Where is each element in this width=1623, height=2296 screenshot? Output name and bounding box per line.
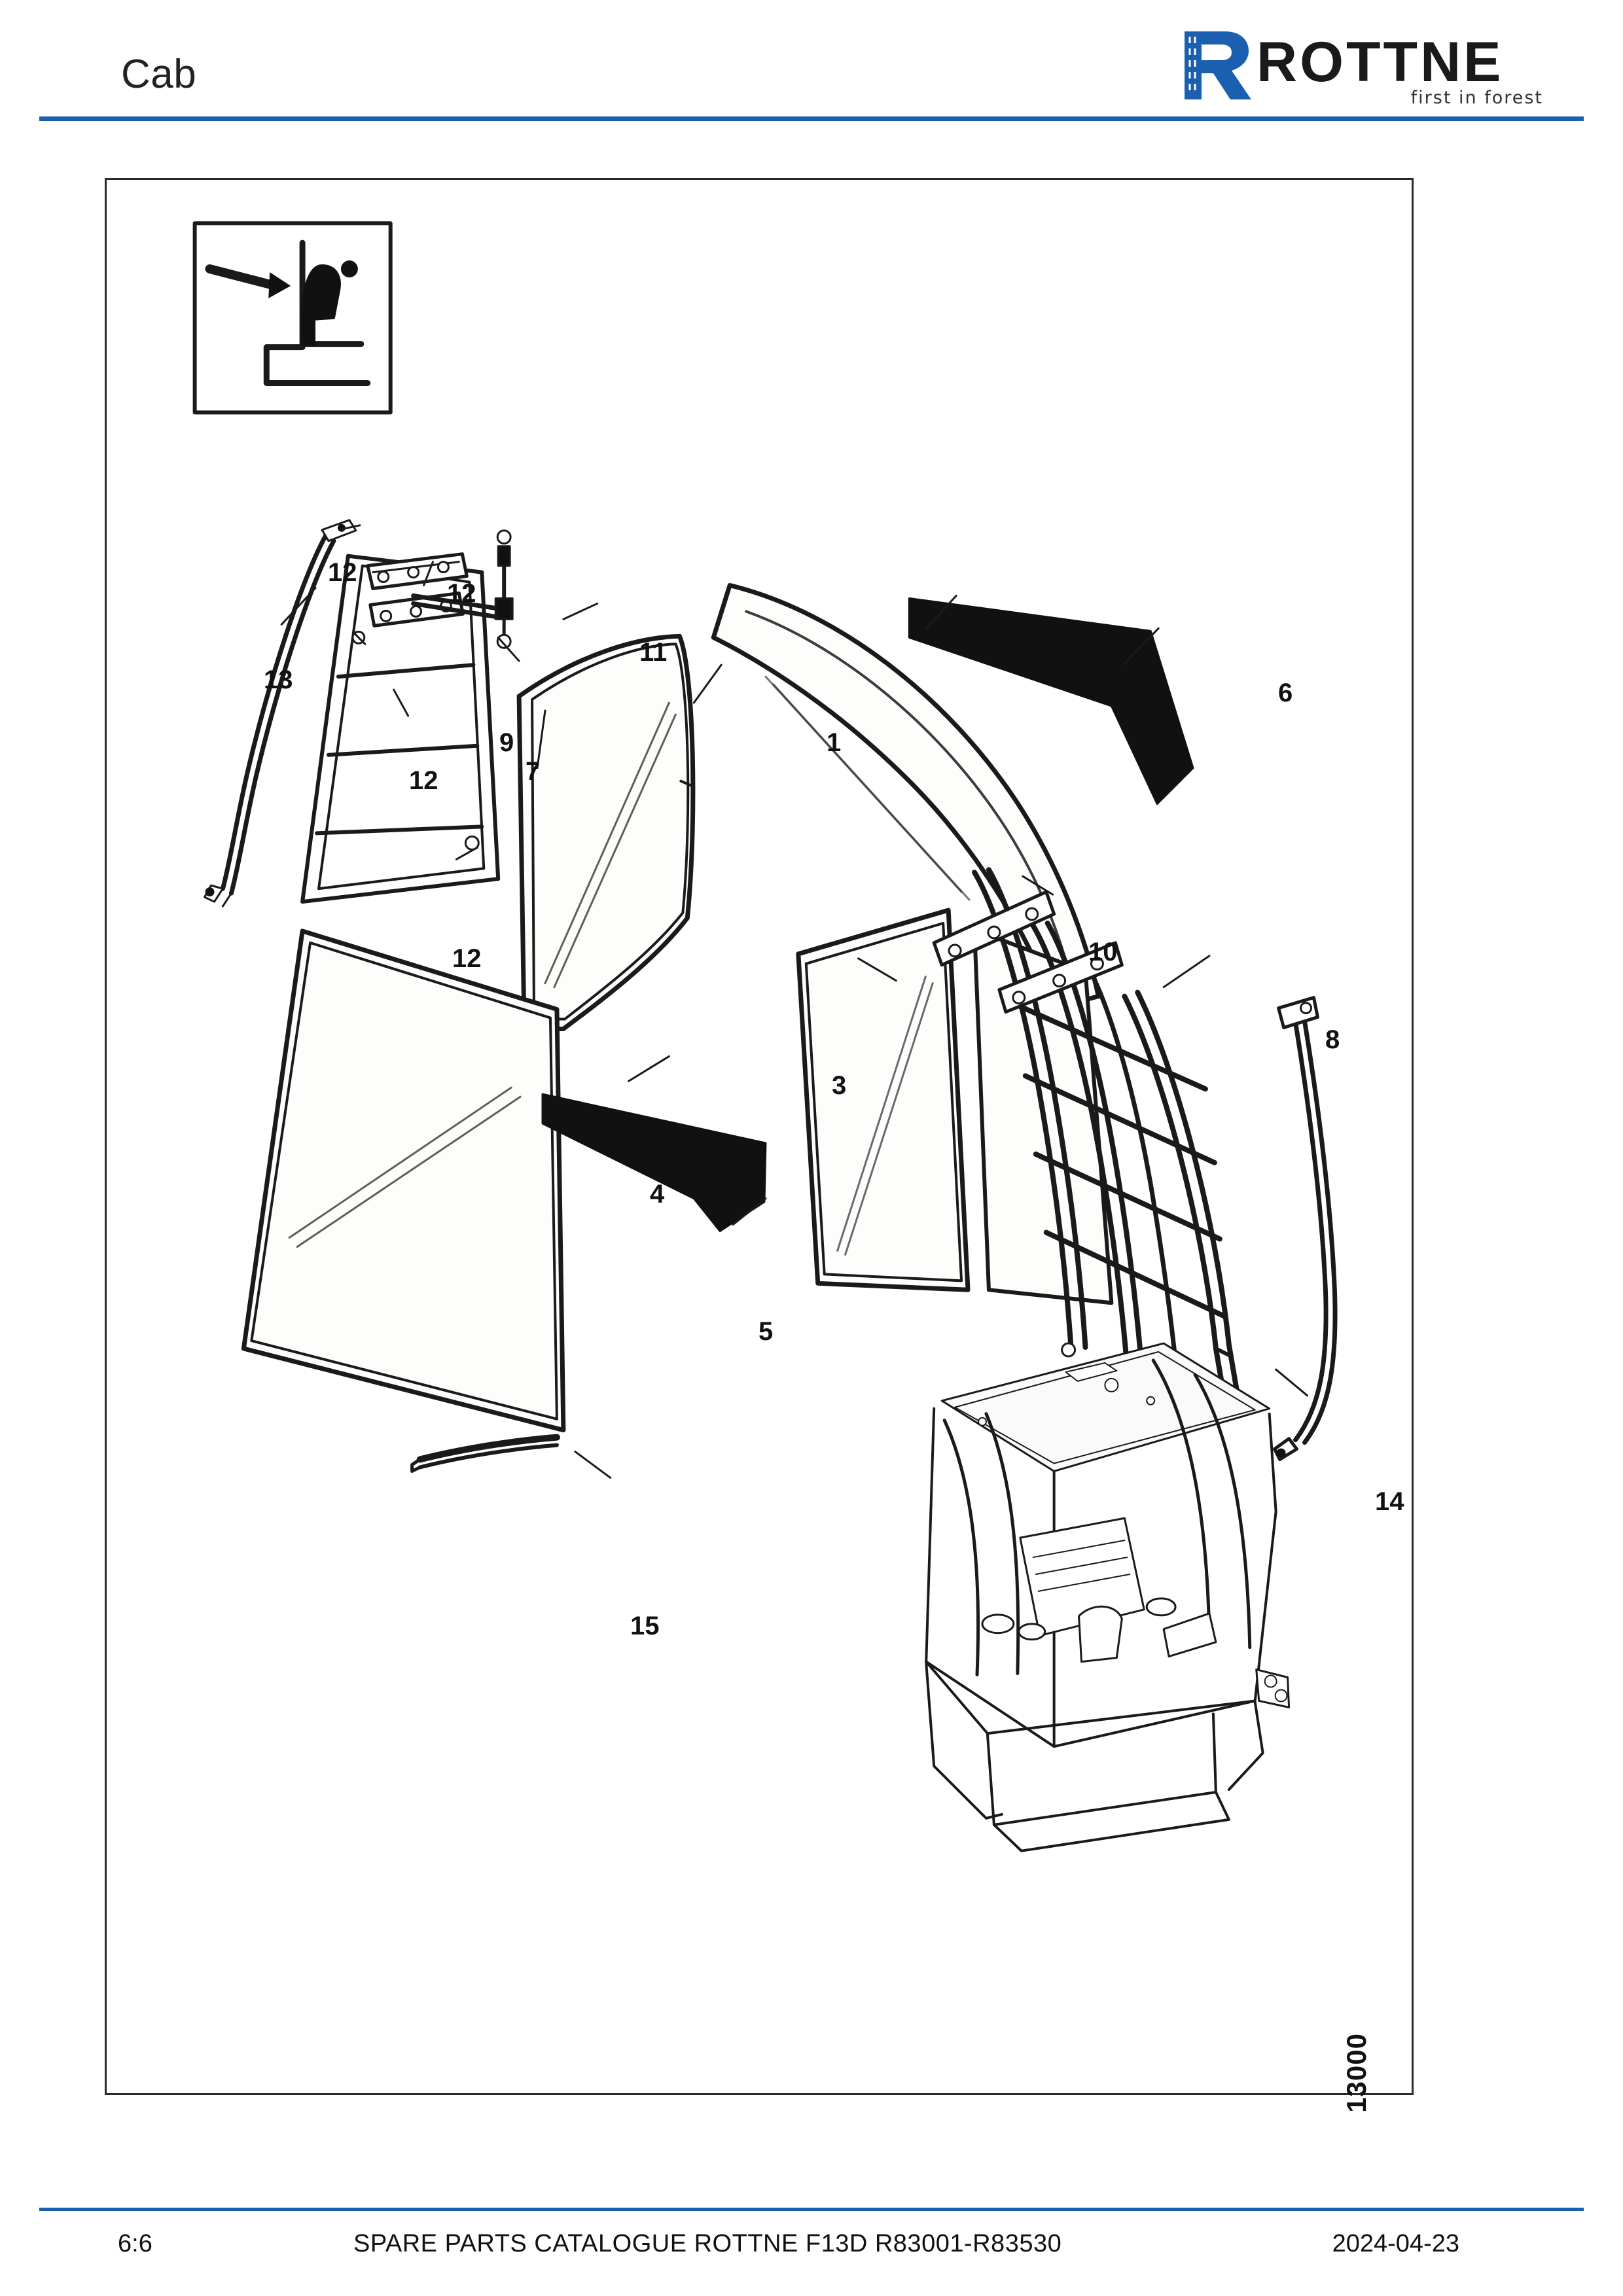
part-1-side-window — [519, 636, 693, 1029]
callout-15: 15 — [630, 1612, 660, 1640]
catalogue-title: SPARE PARTS CATALOGUE ROTTNE F13D R83001-R83530 — [353, 2230, 1062, 2257]
callout-4: 4 — [650, 1180, 665, 1209]
callout-12-d: 12 — [452, 944, 482, 973]
header-divider — [39, 116, 1584, 121]
callout-5: 5 — [758, 1317, 774, 1346]
callout-3: 3 — [832, 1071, 847, 1100]
parts-diagram-drawing — [107, 180, 1412, 2093]
rottne-wordmark: ROTTNE — [1257, 31, 1504, 94]
callout-11: 11 — [639, 638, 668, 667]
part-4-front-windscreen — [243, 931, 563, 1430]
rottne-logo — [1179, 25, 1546, 109]
callout-12-b: 12 — [447, 579, 476, 608]
part-3-rear-window — [798, 910, 968, 1290]
page-header — [0, 0, 1623, 124]
document-date: 2024-04-23 — [1332, 2230, 1459, 2257]
page-title: Cab — [121, 52, 197, 97]
callout-8: 8 — [1325, 1025, 1340, 1054]
callout-6: 6 — [1278, 679, 1293, 707]
part-5-trim-strip — [543, 1094, 766, 1231]
part-14-handrail — [1275, 998, 1335, 1460]
callout-14: 14 — [1375, 1487, 1404, 1516]
callout-12-a: 12 — [328, 558, 357, 587]
figure-code: 13000 — [1341, 2033, 1372, 2113]
callout-1: 1 — [827, 728, 842, 757]
cab-assembly-illustration — [926, 1343, 1289, 1851]
page-number: 6:6 — [118, 2230, 152, 2257]
callout-10: 10 — [1088, 938, 1118, 966]
callout-7: 7 — [526, 757, 541, 786]
rottne-tagline: first in forest — [1410, 88, 1543, 108]
callout-9: 9 — [499, 728, 514, 757]
seat-position-indicator-icon — [195, 223, 391, 412]
part-15-seal-strip — [412, 1438, 557, 1472]
rottne-r-logo-icon — [1179, 27, 1258, 103]
exploded-parts-diagram — [105, 178, 1414, 2113]
callout-2: 2 — [1057, 652, 1072, 681]
callout-12-c: 12 — [409, 766, 438, 795]
callout-13: 13 — [264, 665, 293, 694]
footer-divider — [39, 2208, 1584, 2211]
